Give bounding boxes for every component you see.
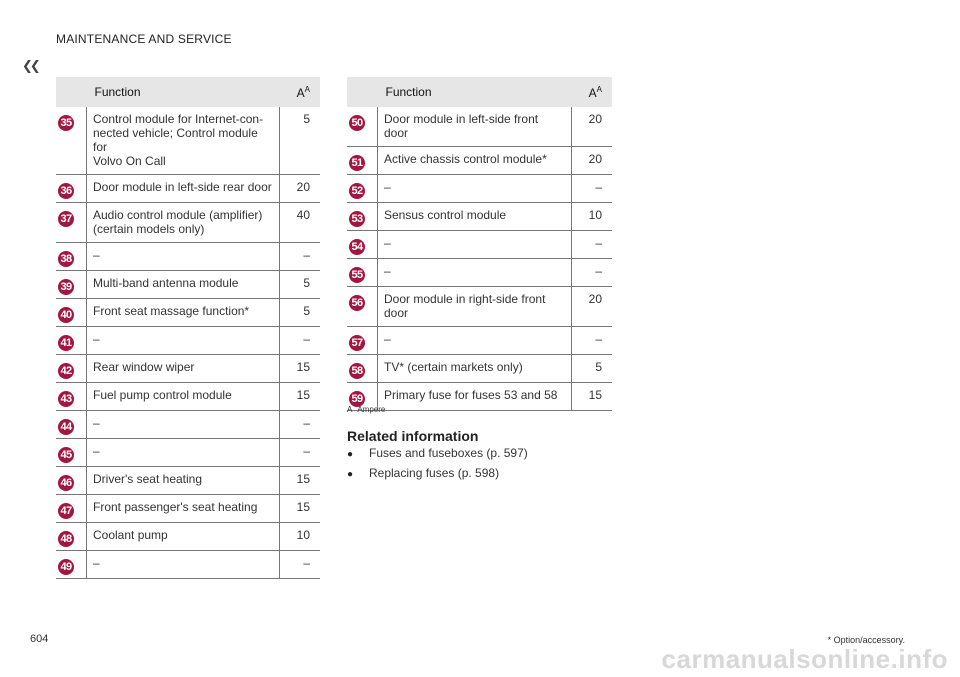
fuse-number-badge: 49 xyxy=(58,559,74,575)
fuse-number-cell xyxy=(56,355,87,383)
fuse-number-cell xyxy=(56,383,87,411)
fuse-number-badge: 46 xyxy=(58,475,74,491)
related-link[interactable] xyxy=(347,446,528,466)
fuse-ampere-cell: 20 xyxy=(280,175,321,203)
table-header-row xyxy=(56,77,320,107)
function-column-header: Function xyxy=(378,77,572,107)
watermark: carmanualsonline.info xyxy=(661,644,948,674)
fuse-ampere-cell: 15 xyxy=(280,495,321,523)
fuse-function-cell: – xyxy=(378,259,572,287)
fuse-number-cell xyxy=(56,243,87,271)
fuse-number-cell xyxy=(347,355,378,383)
fuse-ampere-cell: – xyxy=(572,175,613,203)
fuse-number-cell xyxy=(347,231,378,259)
table-row xyxy=(347,355,612,383)
fuse-number-cell xyxy=(56,551,87,579)
fuse-ampere-cell: – xyxy=(280,439,321,467)
fuse-function-cell: Driver's seat heating xyxy=(87,467,280,495)
table-row xyxy=(56,551,320,579)
table-row xyxy=(56,411,320,439)
fuse-function-cell: Multi-band antenna module xyxy=(87,271,280,299)
table-row xyxy=(56,355,320,383)
fuse-ampere-cell: 20 xyxy=(572,287,613,327)
table-row xyxy=(56,495,320,523)
fuse-ampere-cell: 5 xyxy=(280,107,321,175)
double-chevron-left-icon[interactable]: ❮❮ xyxy=(22,58,38,73)
fuse-number-cell xyxy=(56,327,87,355)
fuse-number-badge: 38 xyxy=(58,251,74,267)
option-accessory-note: * Option/accessory. xyxy=(827,635,905,645)
fuse-function-cell: – xyxy=(87,439,280,467)
fuse-number-badge: 43 xyxy=(58,391,74,407)
table-row xyxy=(347,383,612,411)
ampere-footnote-mark: A xyxy=(596,84,602,94)
fuse-number-badge: 45 xyxy=(58,447,74,463)
fuse-number-badge: 41 xyxy=(58,335,74,351)
fuse-function-cell: – xyxy=(87,243,280,271)
table-row xyxy=(347,147,612,175)
fuse-ampere-cell: 15 xyxy=(572,383,613,411)
fuse-number-cell xyxy=(56,203,87,243)
table-row xyxy=(347,231,612,259)
fuse-ampere-cell: 15 xyxy=(280,467,321,495)
table-row xyxy=(347,287,612,327)
fuse-function-cell: – xyxy=(378,327,572,355)
fuse-number-cell xyxy=(347,203,378,231)
fuse-ampere-cell: – xyxy=(280,551,321,579)
fuse-number-badge: 52 xyxy=(349,183,365,199)
fuse-function-cell: – xyxy=(87,411,280,439)
fuse-ampere-cell: 20 xyxy=(572,147,613,175)
table-row xyxy=(347,203,612,231)
table-row xyxy=(56,467,320,495)
fuse-number-badge: 57 xyxy=(349,335,365,351)
fuse-ampere-cell: 5 xyxy=(280,271,321,299)
fuse-ampere-cell: 10 xyxy=(572,203,613,231)
fuse-number-cell xyxy=(56,523,87,551)
fuse-number-cell xyxy=(347,287,378,327)
ampere-column-header: $A^A$ xyxy=(280,77,321,107)
fuse-number-cell xyxy=(347,175,378,203)
table-row xyxy=(56,203,320,243)
fuse-function-cell: – xyxy=(87,551,280,579)
bullet-icon: ● xyxy=(347,469,354,480)
table-row xyxy=(56,175,320,203)
fuse-number-badge: 40 xyxy=(58,307,74,323)
fuse-ampere-cell: – xyxy=(572,327,613,355)
fuse-ampere-cell: 15 xyxy=(280,355,321,383)
fuse-function-cell: Door module in right-side front door xyxy=(378,287,572,327)
fuse-function-cell: Door module in left-side front door xyxy=(378,107,572,147)
fuse-ampere-cell: 20 xyxy=(572,107,613,147)
fuse-function-cell: Audio control module (amplifier) (certain models only) xyxy=(87,203,280,243)
fuse-number-badge: 47 xyxy=(58,503,74,519)
fuse-function-cell: Active chassis control module* xyxy=(378,147,572,175)
fuse-number-cell xyxy=(56,271,87,299)
fuse-function-cell: Sensus control module xyxy=(378,203,572,231)
related-link[interactable] xyxy=(347,466,528,486)
fuse-ampere-cell: 15 xyxy=(280,383,321,411)
fuse-ampere-cell: 5 xyxy=(280,299,321,327)
fuse-function-cell: Front seat massage function* xyxy=(87,299,280,327)
fuse-number-cell xyxy=(347,147,378,175)
fuse-ampere-cell: – xyxy=(280,411,321,439)
fuse-number-cell xyxy=(347,107,378,147)
fuse-number-cell xyxy=(56,299,87,327)
fuse-number-badge: 53 xyxy=(349,211,365,227)
fuse-number-cell xyxy=(56,175,87,203)
number-column-header xyxy=(56,77,87,107)
table-row xyxy=(56,271,320,299)
fuse-number-cell xyxy=(56,411,87,439)
fuse-ampere-cell: – xyxy=(572,231,613,259)
fuse-number-badge: 50 xyxy=(349,115,365,131)
table-row xyxy=(347,259,612,287)
fuse-number-badge: 59 xyxy=(349,391,365,407)
fuse-ampere-cell: – xyxy=(280,243,321,271)
number-column-header xyxy=(347,77,378,107)
fuse-number-badge: 51 xyxy=(349,155,365,171)
fuse-number-cell xyxy=(56,495,87,523)
section-title: MAINTENANCE AND SERVICE xyxy=(56,32,232,46)
related-link-text[interactable]: Fuses and fuseboxes (p. 597) xyxy=(369,446,528,460)
fuse-ampere-cell: – xyxy=(280,327,321,355)
fuse-table-right xyxy=(347,77,612,411)
fuse-ampere-cell: 10 xyxy=(280,523,321,551)
fuse-number-badge: 37 xyxy=(58,211,74,227)
page-number: 604 xyxy=(30,633,49,645)
fuse-ampere-cell: 40 xyxy=(280,203,321,243)
fuse-number-badge: 48 xyxy=(58,531,74,547)
fuse-number-badge: 44 xyxy=(58,419,74,435)
table-row xyxy=(56,523,320,551)
table-row xyxy=(56,383,320,411)
fuse-number-badge: 56 xyxy=(349,295,365,311)
table-row xyxy=(56,107,320,175)
fuse-function-cell: Primary fuse for fuses 53 and 58 xyxy=(378,383,572,411)
bullet-icon: ● xyxy=(347,449,354,460)
fuse-number-badge: 58 xyxy=(349,363,365,379)
fuse-function-cell: Control module for Internet-con- nected vehicle; Control module for Volvo On Call xyxy=(87,107,280,175)
table-row xyxy=(56,243,320,271)
fuse-ampere-cell: – xyxy=(572,259,613,287)
fuse-function-cell: – xyxy=(87,327,280,355)
fuse-number-badge: 39 xyxy=(58,279,74,295)
fuse-function-cell: Door module in left-side rear door xyxy=(87,175,280,203)
footnote xyxy=(347,405,385,414)
fuse-function-cell: Fuel pump control module xyxy=(87,383,280,411)
fuse-number-badge: 42 xyxy=(58,363,74,379)
ampere-column-header: $A^A$ xyxy=(572,77,613,107)
fuse-function-cell: Rear window wiper xyxy=(87,355,280,383)
table-header-row xyxy=(347,77,612,107)
fuse-number-cell xyxy=(56,107,87,175)
table-row xyxy=(56,327,320,355)
fuse-function-cell: Front passenger's seat heating xyxy=(87,495,280,523)
fuse-number-cell xyxy=(56,467,87,495)
fuse-function-cell: Coolant pump xyxy=(87,523,280,551)
footnote-letter: A xyxy=(347,405,353,414)
fuse-function-cell: – xyxy=(378,231,572,259)
related-link-text[interactable]: Replacing fuses (p. 598) xyxy=(369,466,500,480)
table-row xyxy=(347,175,612,203)
footnote-text: Ampere xyxy=(357,405,386,414)
fuse-table-left xyxy=(56,77,320,579)
fuse-ampere-cell: 5 xyxy=(572,355,613,383)
fuse-number-badge: 36 xyxy=(58,183,74,199)
table-row xyxy=(56,299,320,327)
table-row xyxy=(56,439,320,467)
fuse-number-badge: 35 xyxy=(58,115,74,131)
function-column-header: Function xyxy=(87,77,280,107)
fuse-number-cell xyxy=(347,327,378,355)
related-information-heading: Related information xyxy=(347,428,479,444)
related-information-list xyxy=(347,446,528,486)
ampere-footnote-mark: A xyxy=(304,84,310,94)
fuse-number-badge: 54 xyxy=(349,239,365,255)
fuse-number-cell xyxy=(56,439,87,467)
fuse-function-cell: – xyxy=(378,175,572,203)
table-row xyxy=(347,107,612,147)
fuse-function-cell: TV* (certain markets only) xyxy=(378,355,572,383)
fuse-number-cell xyxy=(347,259,378,287)
table-row xyxy=(347,327,612,355)
fuse-number-badge: 55 xyxy=(349,267,365,283)
